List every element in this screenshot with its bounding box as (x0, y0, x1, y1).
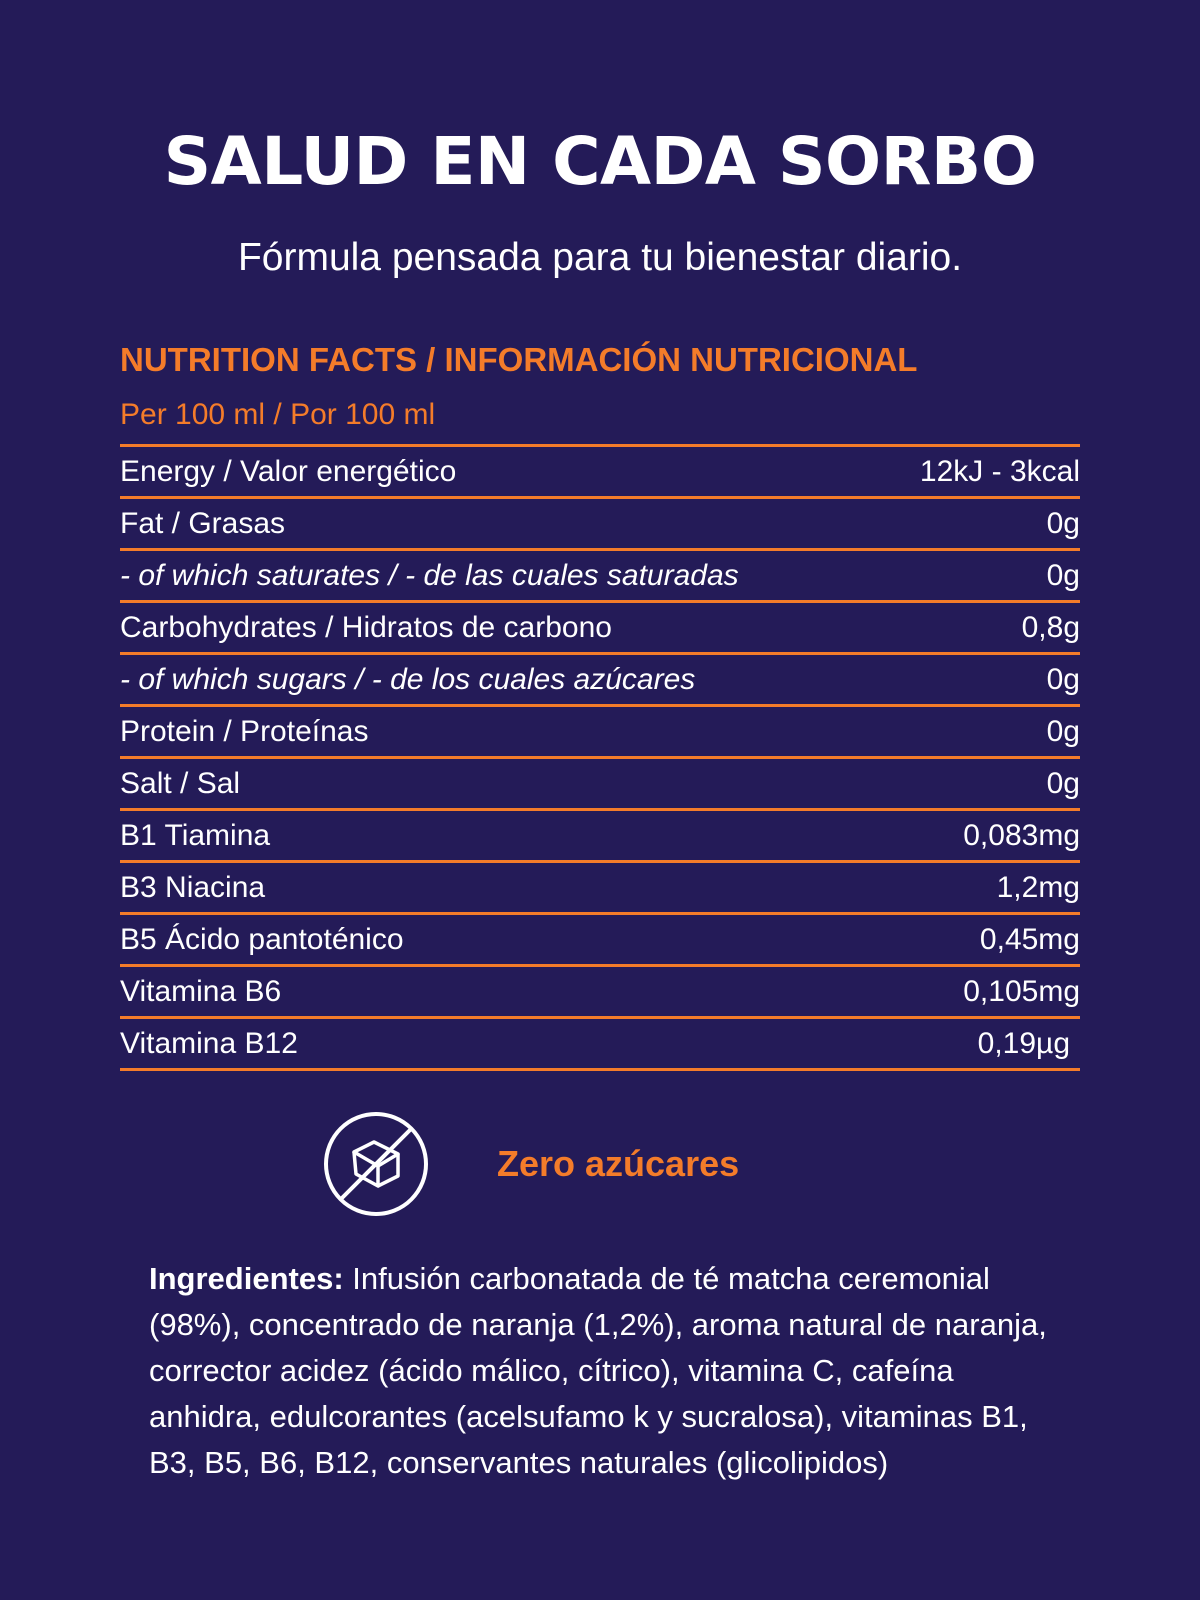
nutrient-value: 0g (1046, 662, 1080, 696)
nutrient-label: Fat / Grasas (120, 506, 286, 540)
nutrient-label: B3 Niacina (120, 870, 266, 904)
nutrient-value: 0g (1046, 714, 1080, 748)
no-sugar-icon (322, 1110, 430, 1218)
nutrition-row-carbohydrates (120, 603, 1080, 655)
ingredients-text: Infusión carbonatada de té matcha ceremonial (98%), concentrado de naranja (1,2%), aroma natural de naranja, corrector acidez (ácido málico, cítrico), vitamina C, cafeína anhidra, edulcorantes (acelsufamo k y sucralosa), vitaminas B1, B3, B5, B6, B12, conservantes naturales (glicolipidos) (149, 1261, 1047, 1480)
ingredients-label: Ingredientes: (149, 1261, 344, 1296)
nutrition-row-b12 (120, 1019, 1080, 1071)
nutrition-facts-heading: NUTRITION FACTS / INFORMACIÓN NUTRICIONAL (120, 341, 918, 378)
zero-sugar-label: Zero azúcares (497, 1143, 740, 1184)
nutrient-value: 0,083mg (963, 818, 1080, 852)
nutrient-label: Vitamina B12 (120, 1026, 298, 1060)
nutrient-value: 0,8g (1021, 610, 1080, 644)
nutrient-label: Protein / Proteínas (120, 714, 369, 748)
nutrient-label: Salt / Sal (120, 766, 241, 800)
ingredients-block (149, 1256, 1069, 1486)
nutrient-value: 1,2mg (996, 870, 1080, 904)
nutrition-table (120, 444, 1080, 1071)
nutrition-row-sugars (120, 655, 1080, 707)
nutrient-label: - of which saturates / - de las cuales saturadas (120, 558, 739, 592)
nutrient-value: 0,19µg (977, 1026, 1070, 1060)
nutrition-row-b3 (120, 863, 1080, 915)
nutrient-value: 0,45mg (979, 922, 1080, 956)
nutrient-label: - of which sugars / - de los cuales azúcares (120, 662, 696, 696)
nutrient-value: 0g (1046, 558, 1080, 592)
nutrition-row-b6 (120, 967, 1080, 1019)
nutrient-label: Vitamina B6 (120, 974, 282, 1008)
nutrition-serving-size: Per 100 ml / Por 100 ml (120, 398, 436, 431)
page-subtitle: Fórmula pensada para tu bienestar diario. (237, 236, 963, 279)
nutrition-row-saturates (120, 551, 1080, 603)
page-title: SALUD EN CADA SORBO (163, 123, 1037, 200)
nutrition-row-fat (120, 499, 1080, 551)
nutrient-label: Carbohydrates / Hidratos de carbono (120, 610, 612, 644)
nutrition-row-protein (120, 707, 1080, 759)
nutrient-value: 0g (1046, 506, 1080, 540)
nutrient-label: B5 Ácido pantoténico (120, 922, 404, 956)
nutrient-value: 0,105mg (963, 974, 1080, 1008)
nutrient-value: 12kJ - 3kcal (919, 454, 1080, 488)
nutrition-row-energy (120, 447, 1080, 499)
nutrition-row-b1 (120, 811, 1080, 863)
nutrient-label: B1 Tiamina (120, 818, 271, 852)
nutrition-row-b5 (120, 915, 1080, 967)
nutrient-label: Energy / Valor energético (120, 454, 457, 488)
nutrition-row-salt (120, 759, 1080, 811)
nutrient-value: 0g (1046, 766, 1080, 800)
